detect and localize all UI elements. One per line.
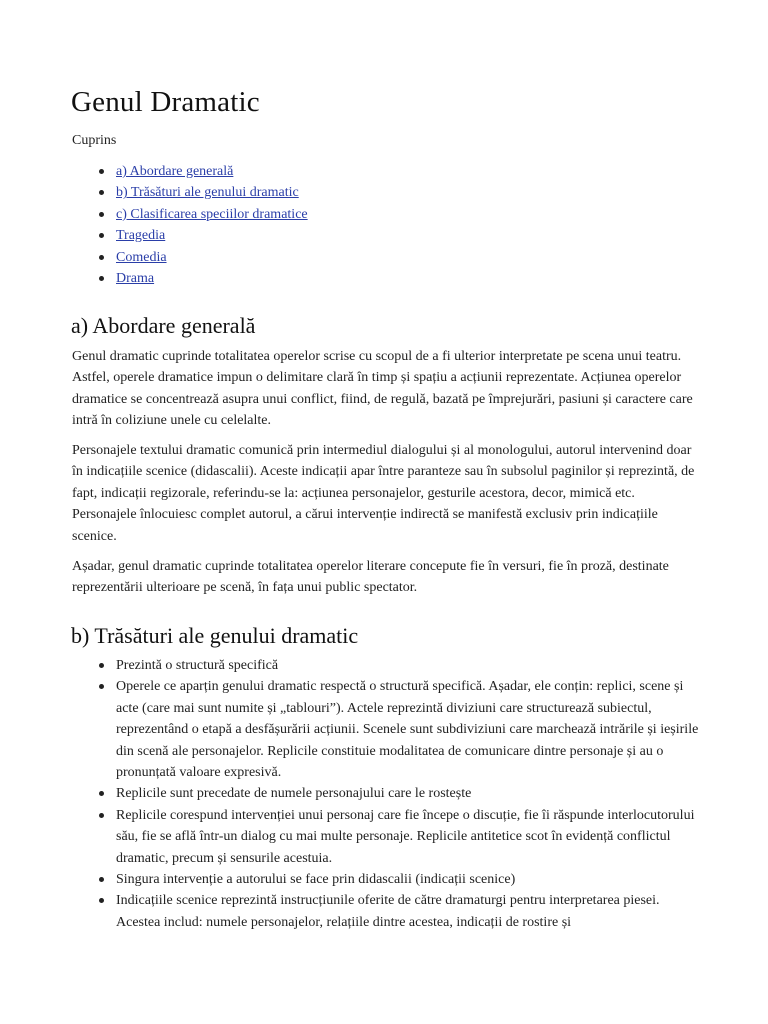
toc-item (97, 268, 308, 289)
section-a-paragraph-3: Așadar, genul dramatic cuprinde totalitatea operelor literare concepute fie în versuri, fie în proză, destinate reprezentării ulterioare pe scenă, în fața unui public spectator. (72, 559, 669, 596)
section-b-heading: b) Trăsături ale genului dramatic (71, 623, 359, 648)
toc-link-trasaturi[interactable]: b) Trăsături ale genului dramatic (116, 185, 299, 201)
section-a-paragraph-1: Genul dramatic cuprinde totalitatea operelor scrise cu scopul de a fi ulterior interpretate pe scena unui teatru. Astfel, operele dramatice impun o delimitare clară în timp și spațiu a acțiunii reprezentate. Acțiunea operelor dramatice se concentrează asupra unui conflict, fiind, de regulă, bazată pe împrejurări, pasiuni și caractere care intră în coliziune unele cu celelalte. (72, 349, 693, 429)
toc-item (97, 161, 308, 182)
toc-item (97, 204, 308, 225)
toc-link-abordare-generala[interactable]: a) Abordare generală (116, 164, 234, 179)
list-item: Replicile sunt precedate de numele personajului care le rostește (97, 783, 702, 804)
toc-item (97, 247, 308, 268)
toc-link-clasificarea[interactable]: c) Clasificarea speciilor dramatice (116, 206, 308, 222)
toc-label: Cuprins (72, 133, 117, 148)
list-item: Replicile corespund intervenției unui personaj care fie începe o discuție, fie îi răspunde interlocutorului său, fie se află într-un dialog cu mai multe personaje. Replicile antitetice scot în evidență conflictul dramatic, precum și sensurile acestuia. (97, 805, 702, 869)
toc-link-comedia[interactable]: Comedia (116, 249, 167, 265)
list-item: Indicațiile scenice reprezintă instrucțiunile oferite de către dramaturgi pentru interpretarea piesei. Acestea includ: numele personajelor, relațiile dintre acestea, indicații de rostire și (97, 890, 702, 933)
toc-item (97, 182, 308, 203)
list-item: Operele ce aparțin genului dramatic respectă o structură specifică. Așadar, ele conțin: replici, scene și acte (care mai sunt numite și „tablouri”). Actele reprezintă diviziuni care structurează subiectul, reprezentând o etapă a desfășurării acțiunii. Scenele sunt subdiviziuni care marchează intrările și ieșirile din scenă ale personajelor. Replicile constituie modalitatea de comunicare dintre personaje și au o pronunțată valoare expresivă. (97, 676, 702, 783)
page-title: Genul Dramatic (71, 86, 260, 118)
list-item: Singura intervenție a autorului se face prin didascalii (indicații scenice) (97, 869, 702, 890)
toc-item (97, 225, 308, 246)
section-a-paragraph-2: Personajele textului dramatic comunică prin intermediul dialogului și al monologului, autorul intervenind doar în indicațiile scenice (didascalii). Aceste indicații apar între paranteze sau în subsolul paginilor și reprezintă, de fapt, indicații regizorale, referindu-se la: acțiunea personajelor, gesturile acestora, decor, mimică etc. Personajele înlocuiesc complet autorul, a cărui intervenție indirectă se manifestă exclusiv prin indicațiile scenice. (72, 443, 695, 544)
list-item: Prezintă o structură specifică (97, 655, 702, 676)
toc-link-tragedia[interactable]: Tragedia (116, 228, 166, 244)
section-a-heading: a) Abordare generală (71, 313, 256, 338)
section-b-bullet-list (97, 655, 702, 933)
toc-link-drama[interactable]: Drama (116, 271, 155, 287)
table-of-contents (97, 161, 308, 289)
